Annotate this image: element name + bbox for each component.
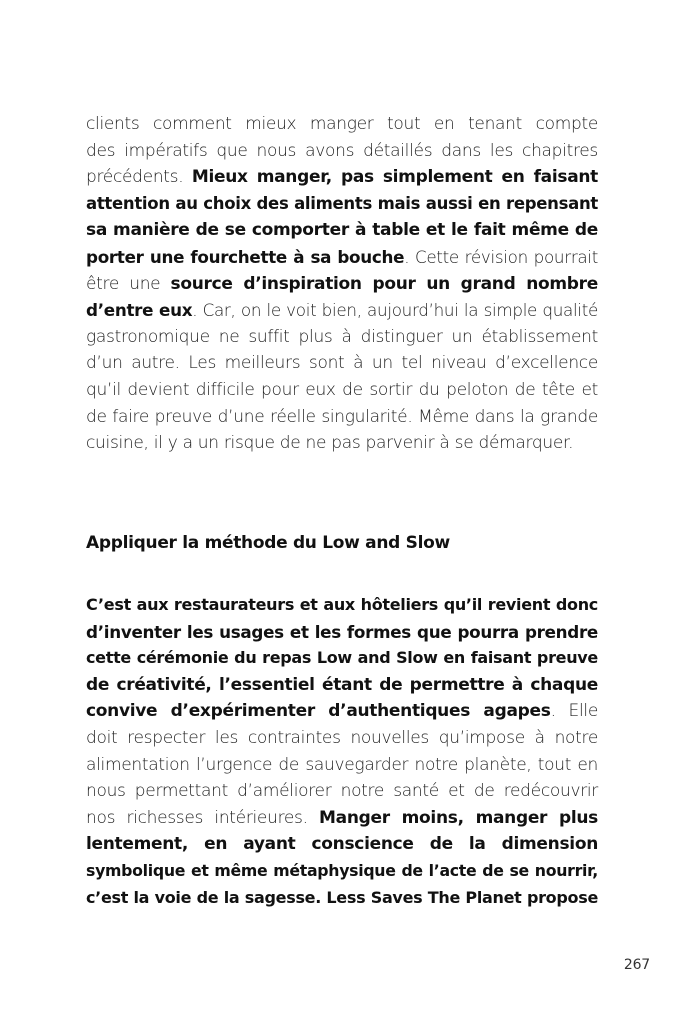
bold-text: c’est la voie de la sagesse. Less Saves The Planet propose [86,887,598,907]
body-text: d’un autre. Les meilleurs sont à un tel niveau d’excellence [86,353,598,374]
bold-text: d’inventer les usages et les formes que pourra prendre [86,621,598,642]
section-heading: Appliquer la méthode du Low and Slow [86,533,450,553]
body-text: être une [86,273,171,294]
text-line [86,752,598,779]
bold-text: symbolique et même métaphysique de l’acte de se nourrir, [86,860,598,880]
text-line [86,645,598,672]
text-line [86,404,598,431]
bold-text: cette cérémonie du repas Low and Slow en faisant preuve [86,648,598,668]
text-line [86,217,598,244]
bold-text: convive d’expérimenter d’authentiques agapes [86,701,551,722]
body-text: doit respecter les contraintes nouvelles qu’impose à notre [86,727,598,748]
bold-text: attention au choix des aliments mais aussi en repensant [86,193,598,213]
text-line [86,271,598,298]
body-text: . Elle [550,701,598,722]
text-line [86,831,598,858]
text-line [86,244,598,271]
text-line [86,138,598,165]
text-line [86,619,598,646]
paragraph-2 [86,592,598,911]
text-line [86,164,598,191]
text-line [86,672,598,699]
text-line [86,778,598,805]
body-text: cuisine, il y a un risque de ne pas parvenir à se démarquer. [86,433,574,454]
body-text: . Car, on le voit bien, aujourd’hui la simple qualité [192,300,598,321]
body-text: nous permettant d’améliorer notre santé et de redécouvrir [86,781,598,802]
text-line [86,377,598,404]
text-line [86,297,598,324]
bold-text: d’entre eux [86,300,193,321]
text-line [86,592,598,619]
body-text: des impératifs que nous avons détaillés dans les chapitres [86,140,598,161]
text-line [86,350,598,377]
bold-text: source d’inspiration pour un grand nombre [170,273,598,294]
text-line [86,698,598,725]
text-line [86,885,598,912]
paragraph-1 [86,111,598,457]
body-text: . Cette révision pourrait [404,246,598,267]
text-line [86,805,598,832]
text-line [86,191,598,218]
bold-text: porter une fourchette à sa bouche [86,246,405,267]
bold-text: lentement, en ayant conscience de la dimension [86,834,598,855]
text-line [86,858,598,885]
body-text: précédents. [86,167,192,188]
body-text: qu’il devient difficile pour eux de sortir du peloton de tête et [86,379,598,400]
text-line [86,324,598,351]
bold-text: Mieux manger, pas simplement en faisant [191,167,598,188]
body-text: clients comment mieux manger tout en tenant compte [86,114,598,134]
body-text: alimentation l’urgence de sauvegarder notre planète, tout en [86,754,598,775]
text-line [86,111,598,138]
bold-text: sa manière de se comporter à table et le fait même de [86,220,598,241]
text-line [86,430,598,457]
bold-text: de créativité, l’essentiel étant de permettre à chaque [86,674,598,695]
body-text: nos richesses intérieures. [86,807,320,828]
bold-text: Manger moins, manger plus [319,807,598,828]
body-text: de faire preuve d’une réelle singularité. Même dans la grande [86,406,598,427]
text-line [86,725,598,752]
bold-text: C’est aux restaurateurs et aux hôteliers qu’il revient donc [86,595,598,614]
body-text: gastronomique ne suffit plus à distinguer un établissement [86,326,598,347]
page-number: 267 [623,957,650,973]
